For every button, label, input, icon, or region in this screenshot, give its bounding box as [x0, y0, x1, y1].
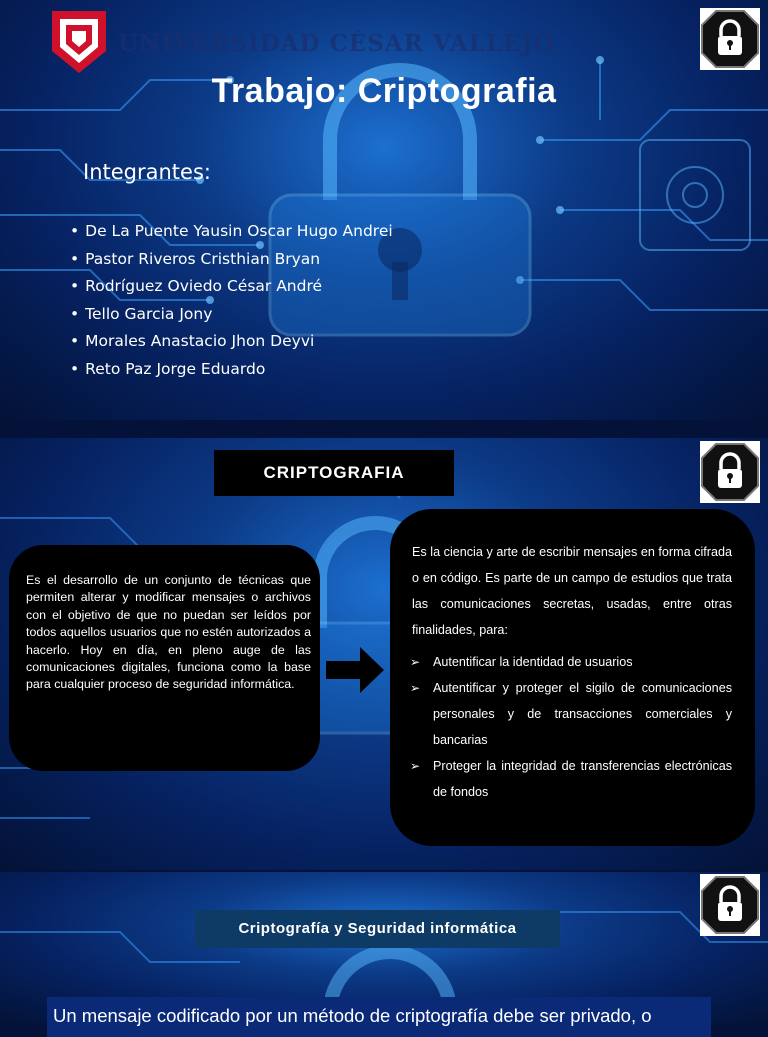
list-item: • Pastor Riveros Cristhian Bryan [70, 246, 393, 274]
padlock-shield-icon [700, 874, 760, 936]
list-item: • Morales Anastacio Jhon Deyvi [70, 328, 393, 356]
page-title: Trabajo: Criptografia [211, 72, 557, 110]
padlock-shield-icon [700, 8, 760, 70]
university-logo [52, 11, 106, 73]
purpose-box [390, 509, 755, 846]
members-label: Integrantes: [83, 160, 211, 184]
members-list [70, 218, 393, 384]
list-item: ➢ Autentificar la identidad de usuarios [410, 649, 732, 675]
slide-title [0, 0, 768, 420]
section-heading: CRIPTOGRAFIA [214, 450, 454, 496]
list-item: ➢ Autentificar y proteger el sigilo de comunicaciones personales y de transacciones comerciales y bancarias [410, 675, 732, 753]
list-item: • Rodríguez Oviedo César André [70, 273, 393, 301]
list-item: • Reto Paz Jorge Eduardo [70, 356, 393, 384]
purpose-list [410, 649, 732, 805]
definition-box [9, 545, 320, 771]
purpose-intro: Es la ciencia y arte de escribir mensajes en forma cifrada o en código. Es parte de un campo de estudios que trata las comunicaciones secretas, usadas, entre otras finalidades, para: [412, 545, 732, 637]
list-item: ➢ Proteger la integridad de transferencias electrónicas de fondos [410, 753, 732, 805]
list-item: • De La Puente Yausin Oscar Hugo Andrei [70, 218, 393, 246]
list-item: • Tello Garcia Jony [70, 301, 393, 329]
padlock-shield-icon [700, 441, 760, 503]
arrow-right-icon [326, 647, 384, 693]
body-text: Un mensaje codificado por un método de criptografía debe ser privado, o [47, 997, 711, 1037]
section-heading: Criptografía y Seguridad informática [195, 910, 560, 948]
university-name: UNIVERSIDAD CÉSAR VALLEJO [118, 30, 555, 57]
definition-text: Es el desarrollo de un conjunto de técnicas que permiten alterar y modificar mensajes o archivos con el objetivo de que no puedan ser leídos por todos aquellos usuarios que no estén autorizados a hacerlo. Hoy en día, en pleno auge de las comunicaciones digitales, funciona como la base para cualquier proceso de seguridad informática. [26, 573, 311, 692]
